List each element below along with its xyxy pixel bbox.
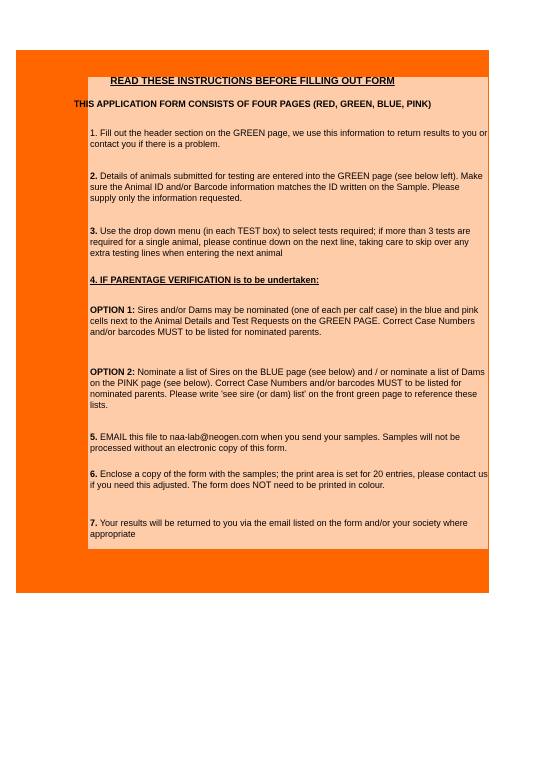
instruction-number: 7. bbox=[90, 518, 98, 528]
instruction-number: 6. bbox=[90, 469, 98, 479]
instruction-7 bbox=[90, 518, 488, 540]
parentage-heading: 4. IF PARENTAGE VERIFICATION is to be undertaken: bbox=[90, 275, 320, 285]
option-label: OPTION 2: bbox=[90, 367, 136, 377]
instruction-2 bbox=[90, 171, 488, 204]
instruction-number: 3. bbox=[90, 226, 98, 236]
instruction-number: 2. bbox=[90, 171, 98, 181]
instruction-number: 1. bbox=[90, 128, 98, 138]
instruction-text: EMAIL this file to naa-lab@neogen.com when you send your samples. Samples will not be processed without an electronic copy of this form. bbox=[90, 432, 461, 453]
option-2 bbox=[90, 367, 488, 411]
instruction-3 bbox=[90, 226, 488, 259]
page-subtitle: THIS APPLICATION FORM CONSISTS OF FOUR PAGES (RED, GREEN, BLUE, PINK) bbox=[73, 99, 432, 109]
option-label: OPTION 1: bbox=[90, 305, 136, 315]
instruction-text: Enclose a copy of the form with the samples; the print area is set for 20 entries, please contact us if you need this adjusted. The form does NOT need to be printed in colour. bbox=[90, 469, 488, 490]
instruction-text: Fill out the header section on the GREEN page, we use this information to return results to you or contact you if there is a problem. bbox=[90, 128, 488, 149]
instruction-text: Your results will be returned to you via the email listed on the form and/or your society where appropriate bbox=[90, 518, 468, 539]
instruction-text: Use the drop down menu (in each TEST box) to select tests required; if more than 3 tests are required for a single animal, please continue down on the next line, taking care to skip over any extra testing lines when entering the next animal bbox=[90, 226, 471, 258]
instruction-text: Details of animals submitted for testing are entered into the GREEN page (see below left). Make sure the Animal ID and/or Barcode information matches the ID written on the Sample. Please supply only the information requested. bbox=[90, 171, 483, 203]
option-text: Sires and/or Dams may be nominated (one of each per calf case) in the blue and pink cells next to the Animal Details and Test Requests on the GREEN PAGE. Correct Case Numbers and/or barcodes MUST to be listed for nominated parents. bbox=[90, 305, 479, 337]
instruction-6 bbox=[90, 469, 488, 491]
option-1 bbox=[90, 305, 488, 338]
instruction-number: 5. bbox=[90, 432, 98, 442]
option-text: Nominate a list of Sires on the BLUE page (see below) and / or nominate a list of Dams on the PINK page (see below). Correct Case Numbers and/or barcodes MUST to be listed for nominated parents. Please write 'see sire (or dam) list' on the front green page to reference these lists. bbox=[90, 367, 485, 410]
instruction-1 bbox=[90, 128, 488, 150]
page-title: READ THESE INSTRUCTIONS BEFORE FILLING OUT FORM bbox=[110, 76, 395, 87]
instruction-5 bbox=[90, 432, 488, 454]
